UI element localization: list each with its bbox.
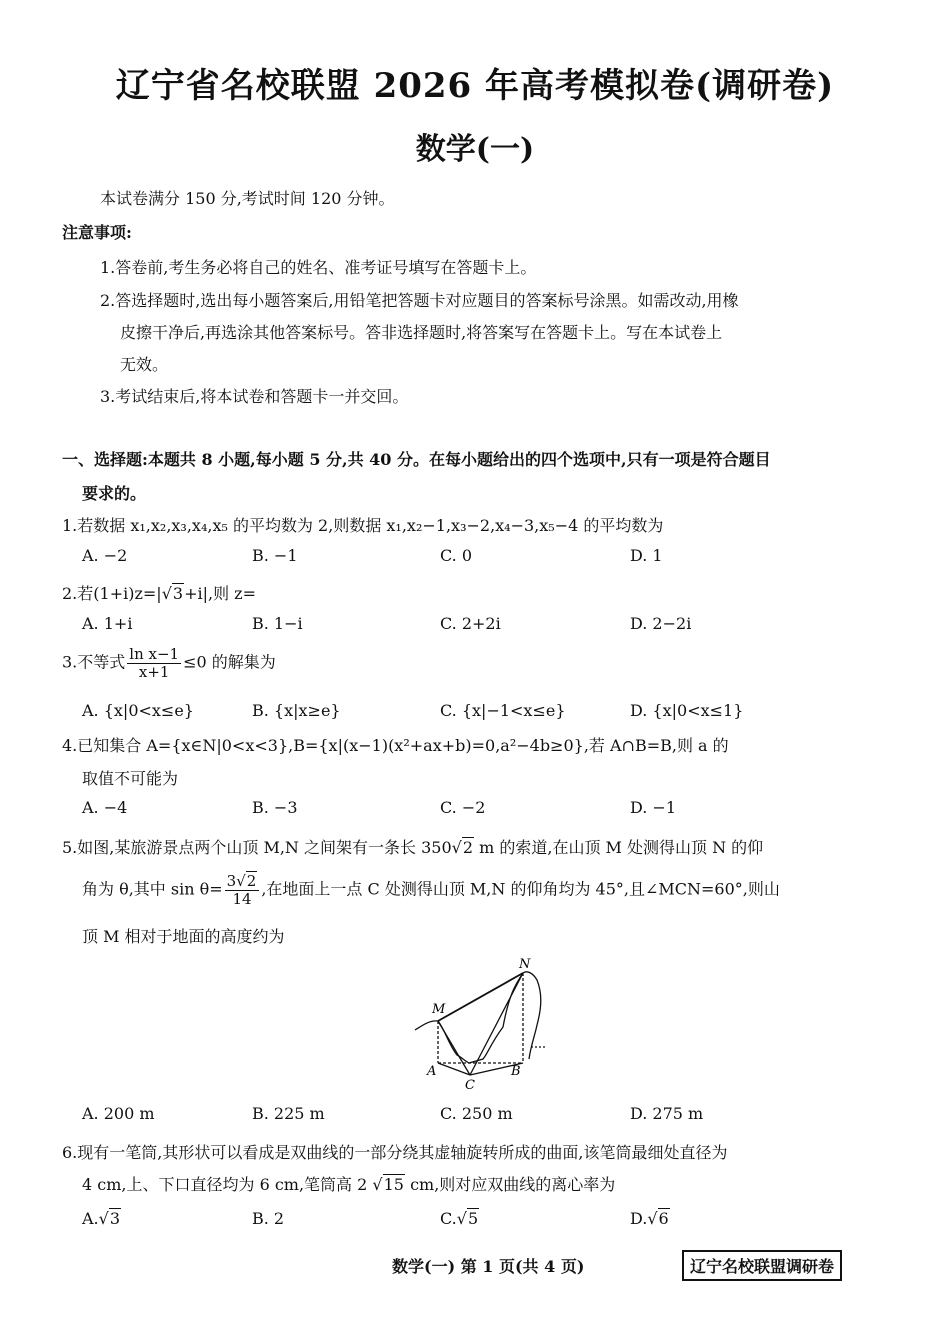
question-5-line-2-pre: 角为 θ,其中 sin θ= [82,879,223,899]
note-item-3: 3.考试结束后,将本试卷和答题卡一并交回。 [100,387,409,406]
fraction-denominator: 14 [232,889,252,908]
question-5-stem [62,835,763,858]
question-1-option-a: A. −2 [82,546,128,565]
question-5-line-2-post: ,在地面上一点 C 处测得山顶 M,N 的仰角均为 45°,且∠MCN=60°,则山 [261,879,780,899]
exam-intro: 本试卷满分 150 分,考试时间 120 分钟。 [100,189,395,208]
sight-line-cm [438,1021,470,1075]
question-4-option-c: C. −2 [440,798,486,817]
question-5-stem-pre: 5.如图,某旅游景点两个山顶 M,N 之间架有一条长 350 [62,838,452,857]
page-title: 辽宁省名校联盟 2026 年高考模拟卷(调研卷) [115,66,835,106]
question-5-radicand: 2 [462,838,474,857]
question-6-stem-line-2 [82,1172,615,1195]
question-4-option-d: D. −1 [630,798,677,817]
radical-sign: √ [161,584,172,603]
question-5-stem-post: m 的索道,在山顶 M 处测得山顶 N 的仰 [474,838,764,857]
question-3-fraction [127,646,181,680]
question-6-option-b: B. 2 [252,1209,285,1228]
question-5-stem-line-2 [82,873,780,907]
question-2-radicand: 3 [172,584,184,603]
page-subtitle: 数学(一) [415,132,535,167]
label-c: C [465,1078,475,1090]
radical-sign: √ [372,1175,383,1194]
question-4-stem-line-2: 取值不可能为 [82,769,179,788]
question-3-option-b: B. {x|x≥e} [252,701,341,720]
question-6-line-2-pre: 4 cm,上、下口直径均为 6 cm,笔筒高 2 [82,1175,368,1194]
option-letter: C. [440,1209,457,1228]
label-a: A [427,1064,437,1079]
question-4-stem: 4.已知集合 A={x∈N|0<x<3},B={x|(x−1)(x²+ax+b)=0,a²−4b≥0},若 A∩B=B,则 a 的 [62,736,729,755]
question-5-option-d: D. 275 m [630,1104,704,1123]
question-6-line-2-post: cm,则对应双曲线的离心率为 [404,1175,616,1194]
option-radicand: 5 [467,1209,479,1228]
question-5-option-c: C. 250 m [440,1104,513,1123]
page-footer: 数学(一) 第 1 页(共 4 页) [392,1257,585,1276]
question-2-option-c: C. 2+2i [440,614,501,633]
question-4-option-b: B. −3 [252,798,298,817]
question-1-stem: 1.若数据 x₁,x₂,x₃,x₄,x₅ 的平均数为 2,则数据 x₁,x₂−1,x₃−2,x₄−3,x₅−4 的平均数为 [62,516,664,535]
question-3-option-c: C. {x|−1<x≤e} [440,701,566,720]
section-1-heading: 一、选择题:本题共 8 小题,每小题 5 分,共 40 分。在每小题给出的四个选项中,只有一项是符合题目 [62,450,771,469]
note-item-1: 1.答卷前,考生务必将自己的姓名、准考证号填写在答题卡上。 [100,258,537,277]
question-2-option-a: A. 1+i [82,614,133,633]
question-6-option-a: A.√3 [82,1209,121,1228]
question-2-stem [62,581,256,604]
question-1-option-b: B. −1 [252,546,298,565]
note-item-2-line-2: 皮擦干净后,再选涂其他答案标号。答非选择题时,将答案写在答题卡上。写在本试卷上 [120,323,723,342]
fraction-numerator: 3√2 [225,873,260,891]
numerator-radicand: 2 [246,872,257,890]
question-6-option-d: D.√6 [630,1209,669,1228]
question-1-option-c: C. 0 [440,546,473,565]
ground-line-ac [438,1063,470,1075]
question-2-stem-pre: 2.若(1+i)z=| [62,584,162,603]
question-3-stem [62,646,276,680]
radical-sign: √ [451,838,462,857]
option-letter: D. [630,1209,648,1228]
question-3-stem-pre: 3.不等式 [62,652,126,672]
question-3-option-a: A. {x|0<x≤e} [82,701,194,720]
question-4-option-a: A. −4 [82,798,128,817]
note-item-2-line-1: 2.答选择题时,选出每小题答案后,用铅笔把答题卡对应题目的答案标号涂黑。如需改动,用橡 [100,291,739,310]
question-5-stem-line-3: 顶 M 相对于地面的高度约为 [82,927,285,946]
question-6-stem: 6.现有一笔筒,其形状可以看成是双曲线的一部分绕其虚轴旋转所成的曲面,该笔筒最细处直径为 [62,1143,728,1162]
label-b: B [511,1064,521,1079]
question-3-stem-post: ≤0 的解集为 [183,652,276,672]
question-5-fraction [225,873,260,907]
option-radicand: 3 [109,1209,121,1228]
notes-heading: 注意事项: [62,223,132,242]
question-3-option-d: D. {x|0<x≤1} [630,701,744,720]
option-letter: A. [82,1209,99,1228]
footer-badge: 辽宁名校联盟调研卷 [682,1250,842,1281]
question-2-stem-post: +i|,则 z= [184,584,257,603]
question-6-option-c: C.√5 [440,1209,479,1228]
question-6-radicand: 15 [383,1175,404,1194]
question-2-option-d: D. 2−2i [630,614,692,633]
question-1-option-d: D. 1 [630,546,663,565]
option-radicand: 6 [658,1209,669,1228]
question-5-option-b: B. 225 m [252,1104,325,1123]
label-m: M [432,1002,446,1017]
question-2-option-b: B. 1−i [252,614,303,633]
fraction-numerator: ln x−1 [129,645,180,663]
numerator-coefficient: 3 [226,872,237,890]
mountain-outline [415,972,541,1063]
label-n: N [519,957,531,972]
section-1-heading-line-2: 要求的。 [82,484,147,503]
cableway-figure [405,955,555,1090]
question-5-option-a: A. 200 m [82,1104,155,1123]
fraction-denominator: x+1 [138,662,170,681]
note-item-2-line-3: 无效。 [120,355,169,374]
